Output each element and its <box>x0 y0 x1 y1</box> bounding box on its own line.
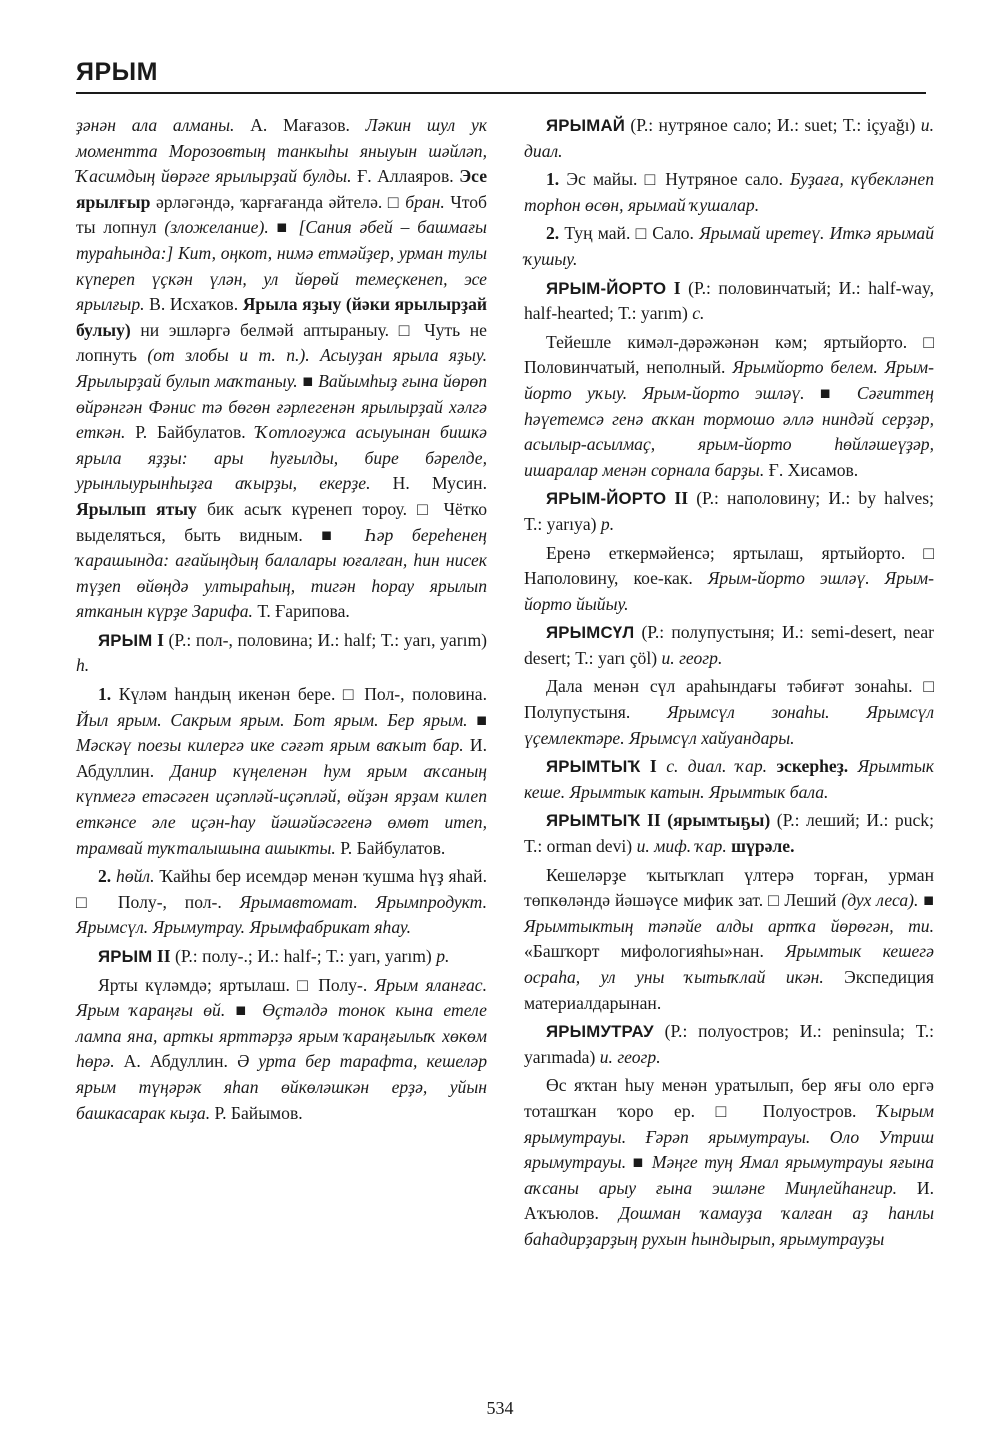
example-text: [Сания әбей – башмағы тураһында:] Кит, оңкот, нимә етмәйҙер, урман тулы күпереп үҫкән үлән, ул йөрөй темеҫкенеп, эсе ярылғыр. <box>76 217 487 315</box>
entry-text: (Р.: полу-.; И.: half-; Т.: yarı, yarım) <box>170 946 437 966</box>
example-text: с. <box>692 303 705 324</box>
dictionary-entry <box>524 808 934 859</box>
example-text: Ярымтык кеше. Ярымтык катын. Ярымтык бала. <box>524 756 934 802</box>
example-text: (от злобы и т. п.). Асыуҙан ярыла яҙыу. Ярылырҙай булып маҡтаныу. <box>76 345 487 391</box>
example-text: и. геогр. <box>599 1046 661 1067</box>
bold-term: II <box>152 946 171 966</box>
dictionary-entry <box>524 863 934 1017</box>
dictionary-entry <box>76 682 487 861</box>
entry-text: Р. Байбулатов. <box>125 422 256 443</box>
example-text: ҙәнән ала алманы. <box>76 115 235 135</box>
entry-text: (Р.: наполовину; И.: by halves; Т.: yarıya) <box>524 488 934 534</box>
entry-text: А. Мағазов. <box>234 115 366 135</box>
dictionary-entry <box>76 973 487 1127</box>
entry-text: (Р.: полуостров; И.: peninsula; Т.: yarımada) <box>524 1021 934 1067</box>
entry-text: ■ <box>268 217 299 238</box>
example-text: (зложелание). <box>164 217 269 238</box>
dictionary-entry <box>76 628 487 679</box>
headword: ЯРЫМ-ЙОРТО <box>546 489 667 509</box>
entry-text: ■ <box>297 370 319 391</box>
entry-text: «Башҡорт мифологияһы»нан. <box>524 941 786 962</box>
dictionary-entry <box>524 330 934 484</box>
example-text: и. диал. <box>524 115 934 161</box>
example-text: и. миф. ҡар. <box>636 836 727 857</box>
bold-term: II <box>666 488 689 509</box>
bold-term: Ярыла яҙыу (йәки ярылырҙай булыу) <box>76 294 488 340</box>
entry-text: әрләгәндә, ҡарғағанда әйтелә. □ <box>150 191 406 212</box>
entry-text: Н. Мусин. <box>370 473 487 494</box>
example-text: Ярым-йорто эшләү. Ярым-йорто йыйыу. <box>524 568 934 614</box>
bold-term: I <box>152 629 164 650</box>
bold-term: 1. <box>546 169 560 190</box>
example-text: Вайымһыҙ ғына йөрөп өйрәнгән Фәнис тә бөгөн ғәрлегенән ярылырҙай хәлгә еткән. <box>76 370 487 443</box>
headword: ЯРЫМ <box>98 947 153 966</box>
dictionary-entry <box>524 276 934 327</box>
headword: ЯРЫМТЫҠ <box>546 757 641 777</box>
bold-term: 1. <box>98 684 112 705</box>
bold-term: 2. <box>546 223 560 244</box>
entry-text: Өс яҡтан һыу менән уратылып, бер яғы оло ергә тоташҡан ҡоро ер. □ Полуостров. <box>524 1075 934 1121</box>
example-text: һөйл. <box>116 866 155 887</box>
headword: ЯРЫМУТРАУ <box>546 1022 654 1042</box>
entry-text: ■ <box>918 890 934 911</box>
example-text: h. <box>76 655 90 676</box>
entry-text: Күләм һандың икенән бере. □ Пол-, половина. <box>111 684 487 705</box>
example-text: р. <box>600 513 615 534</box>
bold-term: I <box>640 756 657 777</box>
example-text: Сәғиттең һәүетемсә генә аҡкан тормошо әллә ниндәй серҙәр, асылыр-асылмаҫ, ярым-йорто һөйләшеүҙәр, ишаралар менән сорнала барҙы. <box>524 382 934 480</box>
entry-text: Ярты күләмдә; яртылаш. □ Полу-. <box>98 974 375 995</box>
dictionary-entry <box>524 221 934 272</box>
entry-text: Ғ. Хисамов. <box>764 459 859 480</box>
entry-text: ■ <box>626 1152 652 1173</box>
example-text: Ҡотлоғужа асыуынан бишкә ярыла яҙҙы: ары һуғылды, бире бәрелде, урынлыурынһыҙға аҡырҙы, екерҙе. <box>76 422 487 494</box>
entry-text: Кешеләрҙе ҡытыҡлап үлтерә торған, урман төпкөләндә йәшәүсе мифик зат. □ Леший <box>524 864 934 911</box>
dictionary-entry <box>524 113 934 164</box>
entry-text: И. Абдуллин. <box>76 735 487 781</box>
example-text: Ярымйорто белем. Ярым-йорто уҡыу. Ярым-йорто эшләү. <box>524 357 934 403</box>
entry-text: ■ <box>804 382 857 403</box>
dictionary-entry <box>524 674 934 751</box>
entry-text: Дала менән сүл араһындағы тәбиғәт зонаһы. □ Полупустыня. <box>524 676 934 723</box>
example-text: Буҙаға, күбекләнеп торһон өсөн, ярымай ҡушалар. <box>524 169 934 215</box>
entry-text: (Р.: пол-, половина; И.: half; Т.: yarı, yarım) <box>163 629 487 650</box>
entry-text: (Р.: половинчатый; И.: half-way, half-hearted; Т.: yarım) <box>524 277 934 324</box>
entry-text: Р. Байымов. <box>210 1102 303 1123</box>
entry-text: бик асыҡ күренеп тороу. □ Чётко выделяться, быть видным. ■ <box>76 498 487 545</box>
example-text: Һәр береһенең ҡарашында: ағайыңдың балалары юғалған, һин нисек түҙеп өйөңдә ултыраһың, тигән һорау ярылып ятканын күрҙе Зарифа. <box>76 524 488 622</box>
example-text: Ярымсүл зонаһы. Ярымсүл үҫемлектәре. Ярымсүл хайуандары. <box>524 702 934 748</box>
dictionary-entry <box>76 113 487 625</box>
entry-text: Р. Байбулатов. <box>335 837 446 858</box>
example-text: (дух леса). <box>841 890 919 911</box>
example-text: бран. <box>405 191 445 212</box>
running-head: ЯРЫМ <box>76 58 158 86</box>
headword: ЯРЫМ-ЙОРТО <box>546 278 667 298</box>
example-text: Ярымтыктың тәпәйе алды артҡа йөрөгән, ти. <box>524 915 934 936</box>
entry-text: Эс майы. □ Нутряное сало. <box>559 169 791 190</box>
right-column <box>524 113 934 1256</box>
entry-text: Туң май. □ Сало. <box>559 223 700 244</box>
bold-term: I <box>666 277 681 298</box>
dictionary-entry <box>524 620 934 671</box>
entry-text: Чтоб ты лопнул <box>76 191 487 238</box>
entry-text: ■ <box>467 709 487 730</box>
entry-text: Ҡайһы бер исемдәр менән ҡушма һүҙ яһай. □ Полу-, пол-. <box>76 866 487 912</box>
entry-text: Экспедиция материалдарынан. <box>524 967 934 1013</box>
example-text: Ярымавтомат. Ярымпродукт. Ярымсүл. Ярымутрау. Ярымфабрикат яһау. <box>76 891 487 938</box>
entry-text: В. Исхаҡов. <box>144 294 243 315</box>
entry-text: А. Абдуллин. <box>114 1051 237 1072</box>
page-number: 534 <box>486 1398 514 1418</box>
dictionary-entry <box>524 541 934 618</box>
headword: ЯРЫМ <box>98 630 153 650</box>
dictionary-entry <box>76 944 487 970</box>
headword: ЯРЫМСҮЛ <box>546 623 635 643</box>
example-text: Дошман ҡамауҙа ҡалған аҙ һанлы баһадирҙарҙың рухын һындырып, ярымутрауҙы <box>524 1203 934 1249</box>
example-text: Өҫтәлдә тонок кына етеле лампа яна, арткы ярттәрҙә ярым ҡараңғылыҡ хөкөм һөрә. <box>76 1000 487 1072</box>
example-text: Ярым яланғас. Ярым ҡараңғы өй. <box>76 974 487 1021</box>
example-text: Ә урта бер тарафта, кешеләр ярым түңәрәк яһап өйкөләшкән ерҙә, уйын башкасарак кыҙа. <box>76 1051 487 1123</box>
dictionary-entry <box>76 864 487 941</box>
dictionary-entry <box>524 754 934 805</box>
header-rule <box>76 92 926 94</box>
bold-term: шүрәле. <box>731 836 795 857</box>
example-text: Ҡырым ярымутрауы. Ғәрәп ярымутрауы. Оло Утриш ярымутрауы. <box>524 1100 934 1173</box>
example-text: Ярымай иретеү. Иткә ярымай ҡушыу. <box>524 223 935 269</box>
example-text: Мәңге туң Ямал ярымутрауы яғына аҡсаны арыу ғына эшләне Миңлейһангир. <box>524 1152 934 1198</box>
example-text: и. геогр. <box>661 647 723 668</box>
dictionary-entry <box>524 1019 934 1070</box>
bold-term: эскерһеҙ. <box>776 756 849 777</box>
entry-text: Еренә еткермәйенсә; яртылаш, яртыйорто. □ Наполовину, кое-как. <box>524 542 934 589</box>
bold-term: Ярылып ятыу <box>76 498 197 519</box>
entry-text: Тейешле кимәл-дәрәжәнән кәм; яртыйорто. □ Половинчатый, неполный. <box>524 331 934 378</box>
entry-text: (Р.: нутряное сало; И.: suet; Т.: içyağı) <box>625 115 921 135</box>
example-text: Ярымтык кешегә осраһа, ул уны ҡытыҡлай икән. <box>524 941 934 987</box>
bold-term: Эсе ярылғыр <box>76 166 487 212</box>
entry-text: (Р.: полупустыня; И.: semi-desert, near desert; Т.: yarı çöl) <box>524 622 934 668</box>
example-text: Йыл ярым. Сакрым ярым. Бот ярым. Бер ярым. <box>76 709 468 730</box>
headword: ЯРЫМТЫҠ <box>546 811 641 831</box>
entry-text <box>848 756 857 776</box>
entry-text: ни эшләргә белмәй аптыраныу. □ Чуть не лопнуть <box>76 319 487 366</box>
left-column <box>76 113 487 1129</box>
example-text: p. <box>436 946 450 966</box>
entry-text: (Р.: леший; И.: puck; Т.: orman devi) <box>524 810 934 857</box>
entry-text: Т. Ғарипова. <box>252 601 350 622</box>
example-text: Мәскәү поезы килергә ике сәғәт ярым ваҡыт бар. <box>76 735 464 756</box>
entry-text <box>657 756 666 776</box>
dictionary-entry <box>524 1073 934 1252</box>
headword: ЯРЫМАЙ <box>546 116 626 135</box>
entry-text: ■ <box>225 1000 263 1021</box>
example-text: Данир күңеленән һум ярым аҡсаның күпмегә етәсәген иҫәпләй-иҫәпләй, өйҙән ярҙам килеп еткәнсе әле иҫән-һау йәшәйәсәгенә өмөт итеп, трамвай туҡталышына ашыкты. <box>76 760 487 858</box>
example-text: с. диал. ҡар. <box>666 756 768 777</box>
entry-text: Ғ. Аллаяров. <box>351 166 460 187</box>
bold-term: 2. <box>98 866 112 887</box>
example-text: Ләкин шул ук моментта Морозовтың танкыһы яныуын шәйләп, Ҡасимдың йөрәге ярылырҙай булды. <box>76 115 487 187</box>
dictionary-entry <box>524 486 934 537</box>
dictionary-entry <box>524 167 934 218</box>
bold-term: II (ярымтыҕы) <box>640 810 771 831</box>
entry-text: И. Аҡъюлов. <box>524 1177 934 1224</box>
